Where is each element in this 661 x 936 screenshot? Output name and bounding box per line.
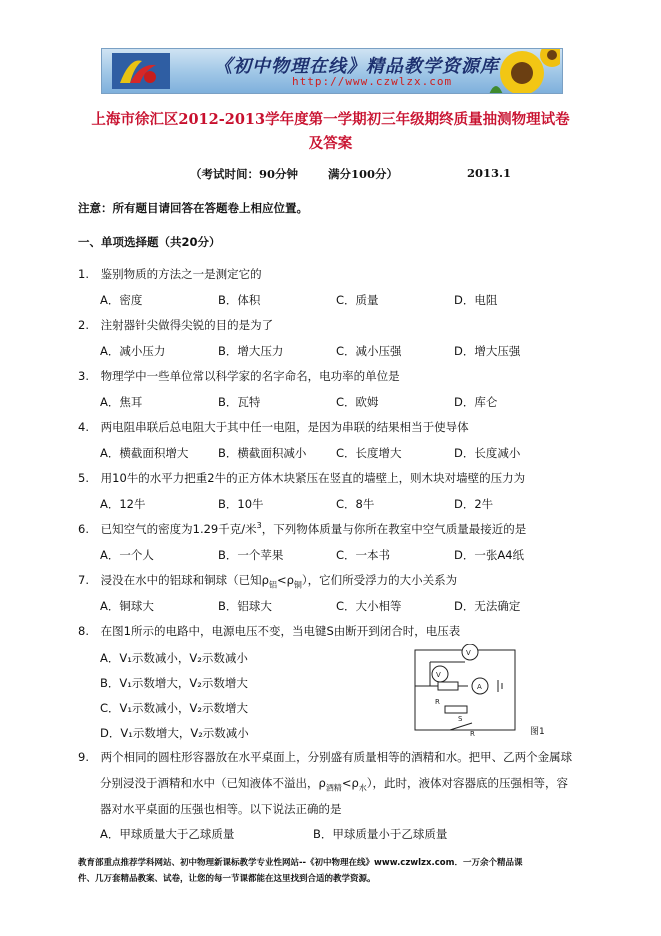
site-logo-icon	[112, 53, 170, 89]
option-c: C．质量	[336, 293, 379, 307]
question-number: 5.	[78, 471, 89, 485]
option-d: D．2牛	[454, 497, 494, 511]
question-number: 8.	[78, 624, 89, 638]
option-a: A．甲球质量大于乙球质量	[100, 827, 235, 841]
option-a: A．减小压力	[100, 344, 166, 358]
option-d: D．无法确定	[454, 599, 521, 613]
question-5	[78, 470, 525, 486]
question-4	[78, 419, 469, 435]
option-c: C．V₁示数减小，V₂示数增大	[100, 701, 248, 715]
question-number: 6.	[78, 522, 89, 536]
option-c: C．长度增大	[336, 446, 402, 460]
option-c: C．减小压强	[336, 344, 402, 358]
option-a: A．一个人	[100, 548, 154, 562]
notice: 注意：所有题目请回答在答题卷上相应位置。	[78, 201, 308, 215]
option-b: B．横截面积减小	[218, 446, 307, 460]
question-6	[78, 521, 526, 537]
option-b: B．铝球大	[218, 599, 272, 613]
question-number: 3.	[78, 369, 89, 383]
option-d: D．增大压强	[454, 344, 521, 358]
section-heading: 一、单项选择题（共20分）	[78, 235, 221, 249]
svg-text:V: V	[466, 649, 471, 657]
question-2	[78, 317, 273, 333]
option-b: B．10牛	[218, 497, 264, 511]
banner-title: 《初中物理在线》精品教学资源库	[214, 56, 499, 77]
option-a: A．V₁示数减小，V₂示数减小	[100, 651, 248, 665]
question-3	[78, 368, 400, 384]
question-text-line1: 两个相同的圆柱形容器放在水平桌面上，分别盛有质量相等的酒精和水。把甲、乙两个金属球	[100, 750, 573, 764]
question-number: 7.	[78, 573, 89, 587]
question-number: 9.	[78, 750, 89, 764]
question-text: 在图1所示的电路中，电源电压不变，当电键S由断开到闭合时，电压表	[100, 624, 461, 638]
question-text: 浸没在水中的铝球和铜球（已知$\rho_铝<\rho_铜$），它们所受浮力的大小关系为	[100, 573, 458, 590]
option-d: D．库仑	[454, 395, 498, 409]
option-c: C．8牛	[336, 497, 375, 511]
question-8	[78, 623, 460, 639]
banner-url[interactable]: http://www.czwlzx.com	[292, 75, 453, 88]
option-c: C．欧姆	[336, 395, 379, 409]
exam-time: （考试时间：90分钟	[190, 167, 299, 181]
document-title: 上海市徐汇区2012-2013学年度第一学期初三年级期终质量抽测物理试卷	[91, 111, 570, 128]
option-b: B．一个苹果	[218, 548, 284, 562]
option-d: D．长度减小	[454, 446, 521, 460]
svg-text:A: A	[477, 683, 482, 691]
svg-text:V: V	[436, 671, 441, 679]
option-b: B．瓦特	[218, 395, 261, 409]
option-b: B．体积	[218, 293, 261, 307]
footer-line1: 教育部重点推荐学科网站、初中物理新课标教学专业性网站--《初中物理在线》www.czwlzx.com．一万余个精品课	[78, 858, 523, 868]
document-title-line2: 及答案	[308, 135, 353, 152]
question-text: 物理学中一些单位常以科学家的名字命名，电功率的单位是	[100, 369, 400, 383]
question-text: 鉴别物质的方法之一是测定它的	[100, 267, 262, 281]
question-1	[78, 266, 262, 282]
question-text-line2: 分别浸没于酒精和水中（已知液体不溢出，$\rho_{酒精}<\rho_水$），此时，液体对容器底的压强相等，容	[100, 776, 568, 793]
question-text: 注射器针尖做得尖锐的目的是为了	[100, 318, 274, 332]
option-a: A．12牛	[100, 497, 146, 511]
sunflower-icon	[478, 48, 560, 94]
option-a: A．横截面积增大	[100, 446, 189, 460]
header-banner	[101, 48, 563, 94]
question-text: 用10牛的水平力把重2牛的正方体木块紧压在竖直的墙壁上，则木块对墙壁的压力为	[100, 471, 526, 485]
option-b: B．V₁示数增大，V₂示数增大	[100, 676, 248, 690]
question-9	[78, 749, 572, 765]
question-text: 两电阻串联后总电阻大于其中任一电阻，是因为串联的结果相当于使导体	[100, 420, 469, 434]
question-text: 已知空气的密度为1.29千克/米$^3$，下列物体质量与你所在教室中空气质量最接近的是	[100, 521, 527, 536]
circuit-diagram	[410, 644, 528, 738]
exam-date: 2013.1	[467, 166, 512, 180]
question-number: 1.	[78, 267, 89, 281]
option-c: C．一本书	[336, 548, 391, 562]
option-a: A．铜球大	[100, 599, 154, 613]
figure-label: 图1	[530, 727, 545, 737]
option-b: B．增大压力	[218, 344, 284, 358]
option-d: D．电阻	[454, 293, 498, 307]
option-a: A．密度	[100, 293, 143, 307]
question-number: 4.	[78, 420, 89, 434]
svg-text:S: S	[458, 715, 463, 723]
option-a: A．焦耳	[100, 395, 143, 409]
option-b: B．甲球质量小于乙球质量	[313, 827, 448, 841]
option-c: C．大小相等	[336, 599, 402, 613]
option-d: D．一张A4纸	[454, 548, 525, 562]
question-number: 2.	[78, 318, 89, 332]
option-d: D．V₁示数增大，V₂示数减小	[100, 726, 249, 740]
footer-line2: 件、几万套精品教案、试卷，让您的每一节课都能在这里找到合适的教学资源。	[78, 874, 376, 884]
svg-text:R: R	[435, 698, 440, 706]
exam-score: 满分100分）	[328, 167, 399, 181]
question-text-line3: 器对水平桌面的压强也相等。以下说法正确的是	[100, 802, 342, 816]
svg-text:R: R	[470, 730, 475, 738]
question-7	[78, 572, 457, 590]
